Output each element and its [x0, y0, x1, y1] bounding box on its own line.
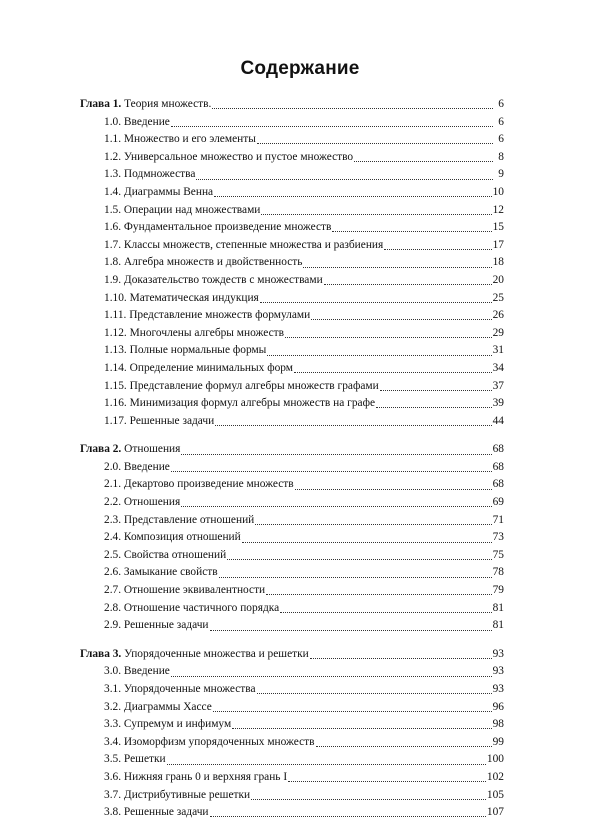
section-title: 3.8. Решенные задачи — [104, 806, 209, 819]
page-number: 18 — [492, 256, 504, 269]
section-title: 1.15. Представление формул алгебры множеств графами — [104, 379, 379, 392]
toc-entry[interactable] — [80, 114, 504, 132]
page-number: 25 — [492, 291, 504, 304]
toc-entry[interactable] — [80, 734, 504, 752]
dot-leader — [288, 781, 486, 782]
dot-leader — [251, 799, 486, 800]
dot-leader — [380, 390, 492, 391]
section-title: 1.0. Введение — [104, 115, 170, 128]
dot-leader — [285, 337, 492, 338]
toc-entry[interactable] — [80, 254, 504, 272]
page-number: 34 — [492, 361, 504, 374]
section-title: 1.17. Решенные задачи — [104, 414, 215, 427]
section-title: 1.16. Минимизация формул алгебры множеств на графе — [104, 397, 376, 410]
section-title: 2.9. Решенные задачи — [104, 619, 209, 632]
toc-entry[interactable] — [80, 360, 504, 378]
section-title: 1.14. Определение минимальных форм — [104, 361, 293, 374]
chapter-heading[interactable] — [80, 96, 504, 114]
toc-entry[interactable] — [80, 184, 504, 202]
section-title: 3.6. Нижняя грань 0 и верхняя грань I — [104, 770, 288, 783]
page-number: 96 — [492, 700, 504, 713]
section-title: 1.10. Математическая индукция — [104, 291, 259, 304]
section-title: 1.2. Универсальное множество и пустое множество — [104, 150, 354, 163]
section-title: 3.2. Диаграммы Хассе — [104, 700, 212, 713]
toc-entry[interactable] — [80, 476, 504, 494]
dot-leader — [280, 612, 491, 613]
page-number: 9 — [498, 168, 504, 181]
chapter-section — [80, 96, 504, 430]
dot-leader — [219, 577, 492, 578]
section-title: 2.0. Введение — [104, 460, 170, 473]
dot-leader — [311, 319, 491, 320]
page-number: 37 — [492, 379, 504, 392]
toc-entry[interactable] — [80, 325, 504, 343]
toc-entry[interactable] — [80, 219, 504, 237]
toc-entry[interactable] — [80, 582, 504, 600]
dot-leader — [181, 454, 491, 455]
dot-leader — [210, 630, 492, 631]
dot-leader — [316, 746, 492, 747]
dot-leader — [257, 693, 492, 694]
section-title: 2.3. Представление отношений — [104, 513, 255, 526]
page-number: 68 — [492, 443, 504, 456]
dot-leader — [266, 594, 491, 595]
dot-leader — [210, 816, 486, 817]
page-number: 6 — [498, 115, 504, 128]
toc-entry[interactable] — [80, 751, 504, 769]
dot-leader — [171, 676, 492, 677]
page-number: 71 — [492, 513, 504, 526]
section-title: 1.9. Доказательство тождеств с множествами — [104, 273, 323, 286]
dot-leader — [303, 267, 491, 268]
page-number: 100 — [486, 753, 504, 766]
chapter-number: Глава 3. — [80, 647, 122, 660]
toc-entry[interactable] — [80, 804, 504, 822]
chapter-heading[interactable] — [80, 646, 504, 664]
toc-entry[interactable] — [80, 413, 504, 431]
toc-entry[interactable] — [80, 307, 504, 325]
toc-entry[interactable] — [80, 342, 504, 360]
page-number: 17 — [492, 238, 504, 251]
dot-leader — [257, 143, 493, 144]
page-number: 20 — [492, 273, 504, 286]
toc-entry[interactable] — [80, 378, 504, 396]
section-title: 3.4. Изоморфизм упорядоченных множеств — [104, 735, 315, 748]
section-title: 2.5. Свойства отношений — [104, 548, 227, 561]
toc-entry[interactable] — [80, 202, 504, 220]
toc-entry[interactable] — [80, 600, 504, 618]
chapter-name: Теория множеств. — [121, 98, 212, 110]
dot-leader — [212, 108, 493, 109]
toc-entry[interactable] — [80, 237, 504, 255]
section-title: 2.4. Композиция отношений — [104, 531, 241, 544]
section-title: 2.6. Замыкание свойств — [104, 566, 218, 579]
toc-entry[interactable] — [80, 512, 504, 530]
chapter-section — [80, 646, 504, 822]
dot-leader — [215, 425, 491, 426]
dot-leader — [167, 764, 486, 765]
section-title: 2.7. Отношение эквивалентности — [104, 584, 266, 597]
toc-entry[interactable] — [80, 131, 504, 149]
page-number: 93 — [492, 683, 504, 695]
chapter-number: Глава 1. — [80, 98, 122, 110]
section-title: 3.1. Упорядоченные множества — [104, 683, 256, 695]
dot-leader — [384, 249, 491, 250]
section-title: 1.11. Представление множеств формулами — [104, 309, 311, 322]
section-title: 3.5. Решетки — [104, 753, 166, 766]
dot-leader — [294, 372, 492, 373]
page-number: 99 — [492, 735, 504, 748]
chapter-title — [80, 646, 309, 664]
page-number: 39 — [492, 397, 504, 410]
section-title: 1.6. Фундаментальное произведение множеств — [104, 221, 332, 234]
chapter-name: Отношения — [121, 443, 181, 456]
table-of-contents — [80, 96, 504, 833]
toc-entry[interactable] — [80, 395, 504, 413]
toc-entry[interactable] — [80, 272, 504, 290]
section-title: 1.13. Полные нормальные формы — [104, 344, 267, 357]
toc-entry[interactable] — [80, 681, 504, 699]
page-number: 26 — [492, 309, 504, 322]
dot-leader — [295, 489, 492, 490]
chapter-title — [80, 96, 211, 114]
dot-leader — [332, 231, 491, 232]
dot-leader — [214, 196, 492, 197]
dot-leader — [227, 559, 491, 560]
section-title: 1.4. Диаграммы Венна — [104, 185, 214, 198]
toc-entry[interactable] — [80, 494, 504, 512]
toc-entry[interactable] — [80, 663, 504, 681]
page-number: 68 — [492, 460, 504, 473]
section-title: 1.12. Многочлены алгебры множеств — [104, 326, 284, 339]
dot-leader — [324, 284, 492, 285]
section-title: 1.3. Подмножества — [104, 168, 196, 181]
page-number: 93 — [492, 665, 504, 678]
section-title: 3.7. Дистрибутивные решетки — [104, 788, 251, 801]
toc-entry[interactable] — [80, 787, 504, 805]
page-number: 31 — [492, 344, 504, 357]
toc-entry[interactable] — [80, 290, 504, 308]
page-number: 69 — [492, 496, 504, 509]
page-number: 75 — [492, 548, 504, 561]
toc-entry[interactable] — [80, 564, 504, 582]
section-title: 3.3. Супремум и инфимум — [104, 718, 232, 731]
page-number: 107 — [486, 806, 504, 819]
page-number: 79 — [492, 584, 504, 597]
page-number: 98 — [492, 718, 504, 731]
section-title: 1.8. Алгебра множеств и двойственность — [104, 256, 303, 269]
page-number: 44 — [492, 414, 504, 427]
toc-entry[interactable] — [80, 769, 504, 787]
section-title: 2.1. Декартово произведение множеств — [104, 478, 294, 491]
dot-leader — [171, 126, 493, 127]
page-title: Содержание — [240, 58, 360, 79]
toc-entry[interactable] — [80, 617, 504, 635]
toc-entry[interactable] — [80, 529, 504, 547]
page-number: 8 — [498, 150, 504, 163]
section-title: 2.2. Отношения — [104, 496, 181, 509]
page-number: 102 — [486, 770, 504, 783]
dot-leader — [261, 214, 491, 215]
chapter-title — [80, 441, 180, 459]
page-number: 15 — [492, 221, 504, 234]
page-number: 93 — [492, 647, 504, 660]
toc-entry[interactable] — [80, 149, 504, 167]
chapter-section — [80, 441, 504, 635]
dot-leader — [213, 711, 492, 712]
chapter-heading[interactable] — [80, 441, 504, 459]
dot-leader — [310, 658, 492, 659]
section-title: 1.5. Операции над множествами — [104, 203, 261, 216]
dot-leader — [267, 355, 491, 356]
page-number: 10 — [492, 185, 504, 198]
dot-leader — [354, 161, 493, 162]
page-number: 81 — [492, 601, 504, 614]
page-number: 12 — [492, 203, 504, 216]
dot-leader — [232, 728, 491, 729]
page-number: 6 — [498, 133, 504, 146]
section-title: 1.1. Множество и его элементы — [104, 133, 256, 146]
toc-entry[interactable] — [80, 716, 504, 734]
page-number: 29 — [492, 326, 504, 339]
chapter-name: Упорядоченные множества и решетки — [121, 647, 309, 660]
toc-entry[interactable] — [80, 547, 504, 565]
toc-entry[interactable] — [80, 166, 504, 184]
toc-entry[interactable] — [80, 459, 504, 477]
page-number: 78 — [492, 566, 504, 579]
page-number: 81 — [492, 619, 504, 632]
section-title: 1.7. Классы множеств, степенные множества и разбиения — [104, 238, 384, 251]
section-title: 2.8. Отношение частичного порядка — [104, 601, 280, 614]
dot-leader — [242, 542, 492, 543]
dot-leader — [260, 302, 492, 303]
toc-entry[interactable] — [80, 699, 504, 717]
dot-leader — [171, 471, 492, 472]
page-number: 105 — [486, 788, 504, 801]
page-number: 68 — [492, 478, 504, 491]
dot-leader — [255, 524, 491, 525]
section-title: 3.0. Введение — [104, 665, 170, 678]
dot-leader — [196, 179, 493, 180]
chapter-number: Глава 2. — [80, 443, 122, 456]
page-number: 73 — [492, 531, 504, 544]
dot-leader — [376, 407, 492, 408]
page-number: 6 — [498, 98, 504, 110]
dot-leader — [181, 506, 491, 507]
